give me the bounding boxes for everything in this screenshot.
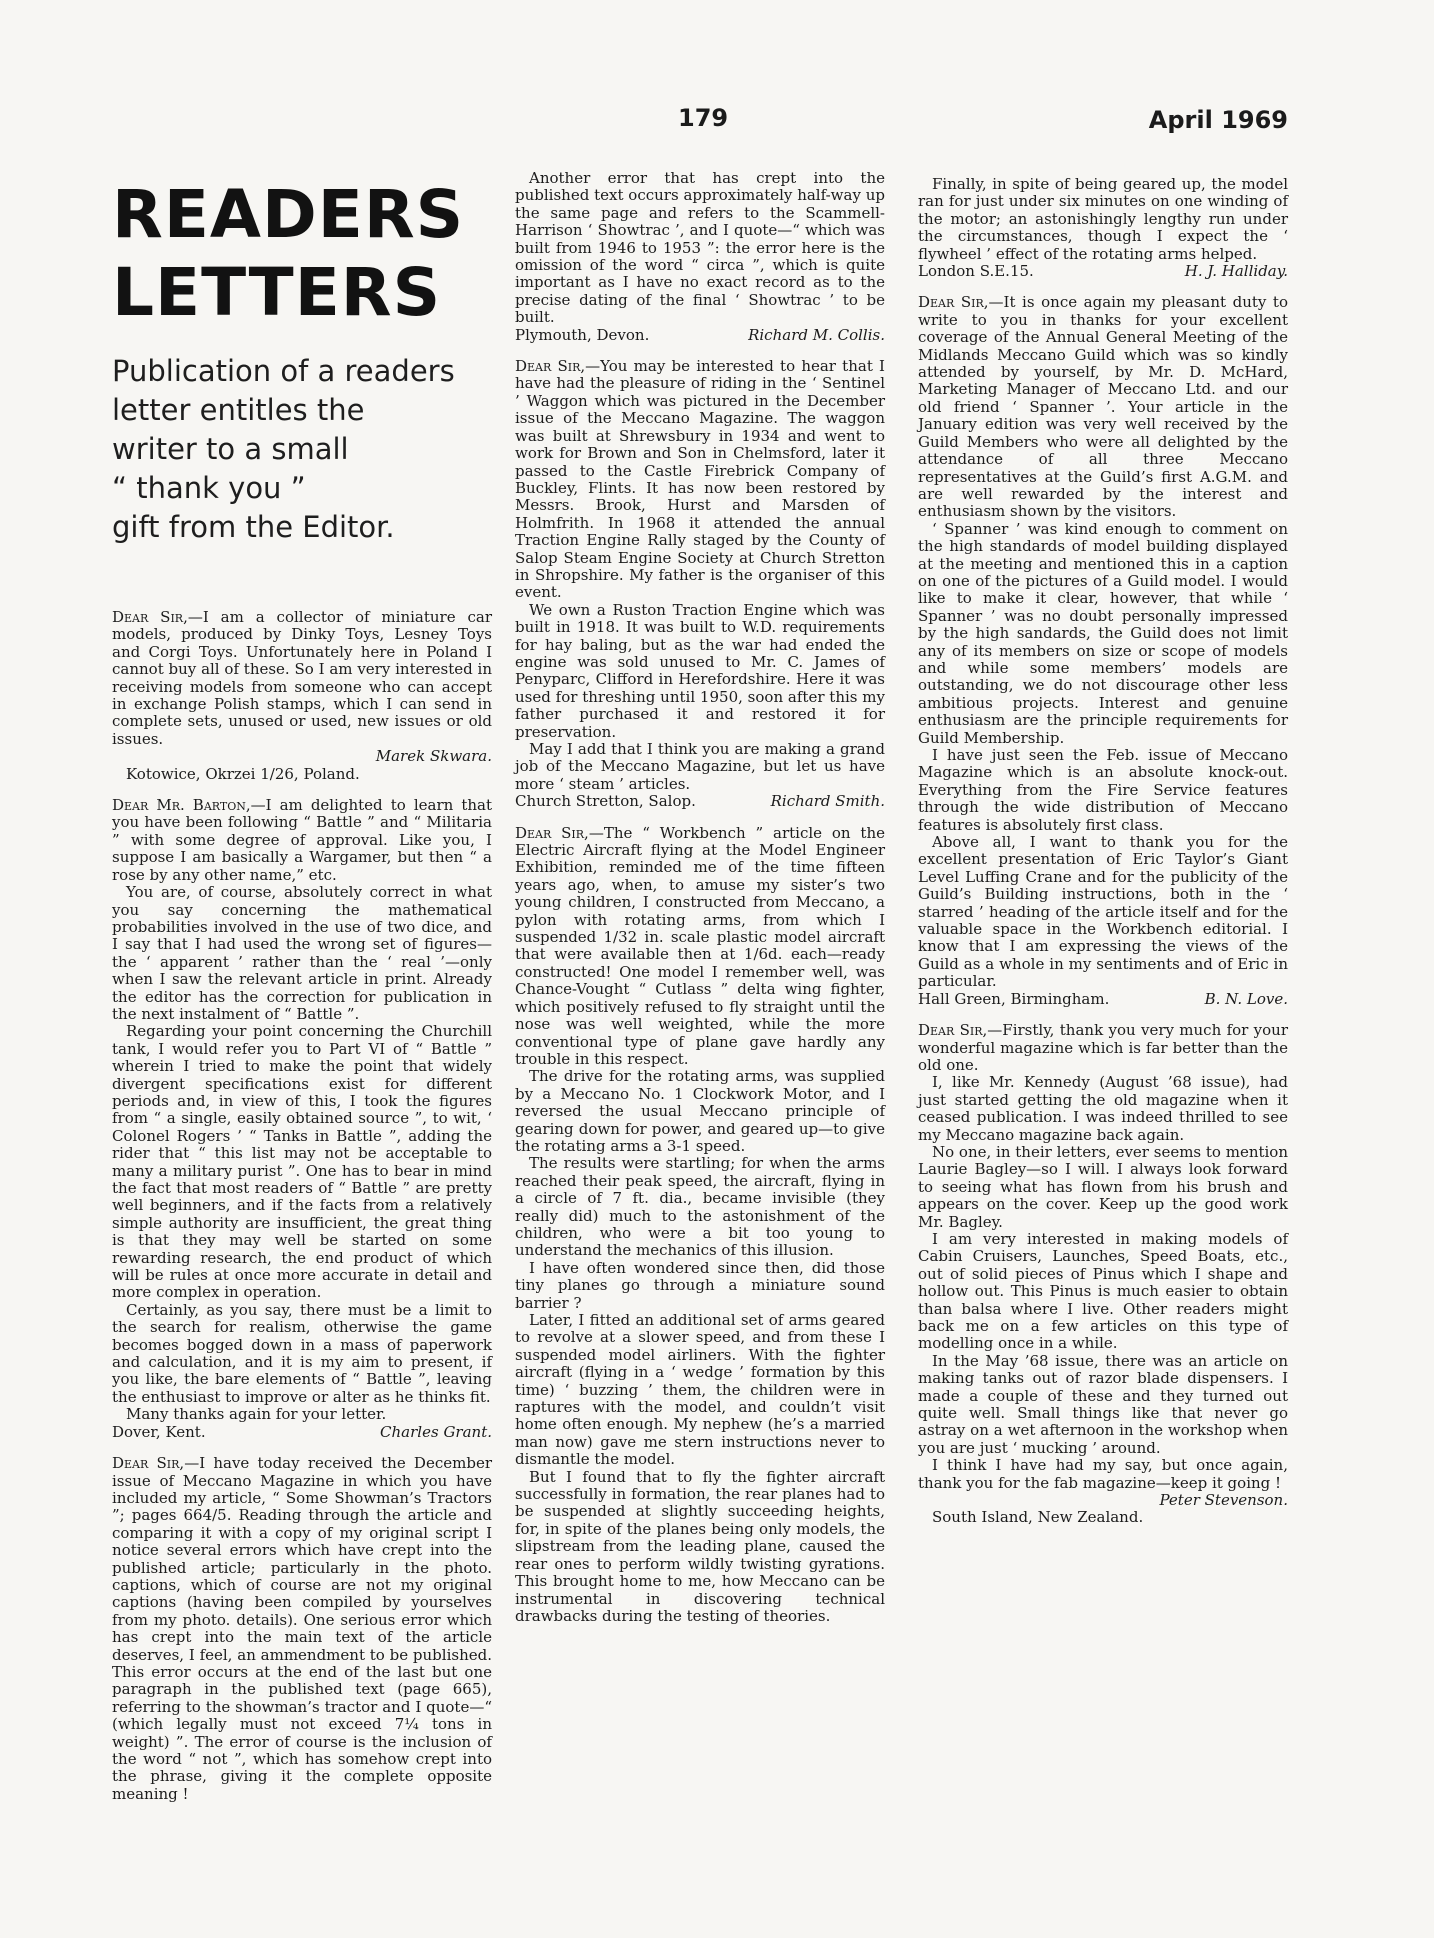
place: Hall Green, Birmingham. — [918, 989, 1110, 1008]
letter-body — [112, 609, 492, 748]
signature: Marek Skwara. — [375, 747, 492, 766]
paragraph: The drive for the rotating arms, was supplied by a Meccano No. 1 Clockwork Motor, and I reversed the usual Meccano principle of gearing down for power, and geared up—to give the rotating arms a 3-1 speed. — [515, 1067, 885, 1155]
salutation: Dear Sir, — [515, 357, 586, 376]
letter-stevenson — [918, 1022, 1288, 1527]
paragraph: Another error that has crept into the published text occurs approximately half-way up the same page and refers to the Scammell-Harrison ‘ Showtrac ’, and I quote—“ which was built from 1946 to 1953 ”: the error here is the omission of the word “ circa ”, which is quite important as I have no exact record as to the precise dating of the final ‘ Showtrac ’ to be built. — [515, 169, 885, 327]
salutation: Dear Mr. Barton, — [112, 796, 251, 815]
signature: Peter Stevenson. — [1159, 1491, 1288, 1510]
paragraph: I am very interested in making models of Cabin Cruisers, Launches, Speed Boats, etc., out of solid pieces of Pinus which I shape and hollow out. This Pinus is much easier to obtain than balsa where I live. Other readers might back me on a few articles on this type of modelling once in a while. — [918, 1229, 1288, 1353]
paragraph: Regarding your point concerning the Churchill tank, I would refer you to Part VI of “ Battle ” wherein I tried to make the point that widely divergent specifications exist for different periods and, in view of this, I took the figures from “ a single, easily obtained source ”, to wit, ‘ Colonel Rogers ’ “ Tanks in Battle ”, adding the rider that “ this list may not be acceptable to many a military purist ”. One has to bear in mind the fact that most readers of “ Battle ” are pretty well beginners, and if the facts from a relatively simple authority are insufficient, the great thing is that they may well be started on some rewarding research, the end product of which will be rules at once more accurate in detail and more complex in operation. — [112, 1022, 492, 1302]
letter-smith — [515, 358, 885, 811]
paragraph: —You may be interested to hear that I have had the pleasure of riding in the ‘ Sentinel ’ Waggon which was pictured in the December issue of the Meccano Magazine. The waggon was built at Shrewsbury in 1934 and went to work for Brown and Son in Chelmsford, later it passed to the Castle Firebrick Company of Buckley, Flints. It has now been restored by Messrs. Brook, Hurst and Marsden of Holmfrith. In 1968 it attended the annual Traction Engine Rally staged by the County of Salop Steam Engine Society at Church Stretton in Shropshire. My father is the organiser of this event. — [515, 357, 885, 602]
letter-body — [112, 797, 492, 884]
signature-line — [918, 263, 1288, 280]
signature-line — [515, 327, 885, 344]
paragraph: —I am a collector of miniature car models, produced by Dinky Toys, Lesney Toys and Corgi Toys. Unfortunately here in Poland I cannot buy all of these. So I am very interested in receiving models from someone who can accept in exchange Polish stamps, which I can send in complete sets, unused or used, new issues or old issues. — [112, 608, 492, 748]
address: Kotowice, Okrzei 1/26, Poland. — [126, 764, 360, 783]
paragraph: In the May ’68 issue, there was an article on making tanks out of razor blade dispensers. I made a couple of these and they turned out quite well. Small things like that never go astray on a wet afternoon in the workshop when you are just ‘ mucking ’ around. — [918, 1351, 1288, 1457]
paragraph: —I am delighted to learn that you have been following “ Battle ” and “ Militaria ” with some degree of approval. Like you, I suppose I am basically a Wargamer, but then “ a rose by any other name,” etc. — [112, 796, 492, 884]
paragraph: ‘ Spanner ’ was kind enough to comment on the high standards of model building displayed at the meeting and mentioned this in a caption on one of the pictures of a Guild model. I would like to make it clear, however, that while ‘ Spanner ’ was no doubt personally impressed by the high sandards, the Guild does not limit any of its members on size or scope of models and while some members’ models are outstanding, we do not discourage other less ambitious projects. Interest and genuine enthusiasm are the principle requirements for Guild Membership. — [918, 519, 1288, 747]
letter-halliday-start — [515, 825, 885, 1626]
letter-grant — [112, 797, 492, 1441]
paragraph: The results were startling; for when the arms reached their peak speed, the aircraft, flying in a circle of 7 ft. dia., became invisible (they really did) much to the astonishment of the children, who were a bit too young to understand the mechanics of this illusion. — [515, 1154, 885, 1260]
salutation: Dear Sir, — [112, 1454, 185, 1473]
letter-skwara — [112, 609, 492, 783]
column-1 — [112, 176, 492, 1817]
salutation: Dear Sir, — [112, 608, 188, 626]
place: London S.E.15. — [918, 262, 1034, 281]
letter-body — [112, 1455, 492, 1803]
salutation: Dear Sir, — [918, 293, 989, 312]
signature-line — [112, 1424, 492, 1441]
paragraph: —The “ Workbench ” article on the Electric Aircraft flying at the Model Engineer Exhibition, reminded me of the time fifteen years ago, when, to amuse my sister’s two young children, I constructed from Meccano, a pylon with rotating arms, from which I suspended 1/32 in. scale plastic model aircraft that were available then at 1/6d. each—ready constructed! One model I remember well, was Chance-Vought “ Cutlass ” delta wing fighter, which positively refused to fly straight until the nose was well weighted, while the more conventional type of plane gave hardly any trouble in this respect. — [515, 823, 885, 1068]
letter-halliday-continued — [918, 176, 1288, 280]
paragraph: We own a Ruston Traction Engine which was built in 1918. It was built to W.D. requirements for hay baling, but as the war had ended the engine was sold unused to Mr. C. James of Penyparc, Clifford in Herefordshire. Here it was used for threshing until 1950, soon after this my father purchased it and restored it for preservation. — [515, 600, 885, 741]
letter-body — [515, 358, 885, 602]
salutation: Dear Sir, — [515, 823, 589, 842]
letter-love — [918, 294, 1288, 1008]
paragraph: Later, I fitted an additional set of arms geared to revolve at a slower speed, and from these I suspended model airliners. With the fighter aircraft (flying in a ‘ wedge ’ formation by this time) ‘ buzzing ’ them, the children were in raptures with the model, and couldn’t visit home often enough. My nephew (he’s a married man now) gave me stern instructions never to dismantle the model. — [515, 1311, 885, 1469]
issue-date: April 1969 — [1148, 106, 1288, 134]
salutation: Dear Sir, — [918, 1021, 988, 1040]
subtitle-line-3: writer to a small — [112, 432, 349, 466]
signature: B. N. Love. — [1204, 989, 1288, 1008]
paragraph: I have often wondered since then, did those tiny planes go through a miniature sound barrier ? — [515, 1258, 885, 1312]
paragraph: You are, of course, absolutely correct in what you say concerning the mathematical probabilities involved in the use of two dice, and I say that I had used the wrong set of figures—the ‘ apparent ’ rather than the ‘ real ’—only when I saw the relevant article in print. Already the editor has the correction for publication in the next instalment of “ Battle ”. — [112, 883, 492, 1023]
paragraph: —Firstly, thank you very much for your wonderful magazine which is far better than the old one. — [918, 1021, 1288, 1074]
letter-collis-start — [112, 1455, 492, 1803]
title-line-2: LETTERS — [112, 254, 442, 331]
column-3 — [918, 176, 1288, 1541]
address: South Island, New Zealand. — [932, 1508, 1144, 1527]
place: Dover, Kent. — [112, 1422, 206, 1441]
paragraph: —I have today received the December issue of Meccano Magazine in which you have included my article, “ Some Showman’s Tractors ”; pages 664/5. Reading through the article and comparing it with a copy of my original script I notice several errors which have crept into the published article; particularly in the photo. captions, which of course are not my original captions (having been compiled by yourselves from my photo. details). One serious error which has crept into the main text of the article deserves, I feel, an ammendment to be published. This error occurs at the end of the last but one paragraph in the published text (page 665), referring to the showman’s tractor and I quote—“ (which legally must not exceed 7¼ tons in weight) ”. The error of course is the inclusion of the word “ not ”, which has somehow crept into the phrase, giving it the complete opposite meaning ! — [112, 1454, 492, 1803]
paragraph: I think I have had my say, but once again, thank you for the fab magazine—keep it going ! — [918, 1456, 1288, 1492]
paragraph: Finally, in spite of being geared up, the model ran for just under six minutes on one winding of the motor; an astonishingly lengthy run under the circumstances, though I expect the ‘ flywheel ’ effect of the rotating arms helped. — [918, 175, 1288, 263]
paragraph: But I found that to fly the fighter aircraft successfully in formation, the rear planes had to be suspended at slightly succeeding heights, for, in spite of the planes being only models, the slipstream from the leading plane, caused the rear ones to perform wildly twisting gyrations. This brought home to me, how Meccano can be instrumental in discovering technical drawbacks during the testing of theories. — [515, 1467, 885, 1625]
page-number: 179 — [678, 104, 729, 132]
signature-line — [515, 793, 885, 810]
paragraph: Certainly, as you say, there must be a limit to the search for realism, otherwise the game becomes bogged down in a mass of paperwork and calculation, and it is my aim to present, if you like, the bare elements of “ Battle ”, leaving the enthusiast to improve or alter as he thinks fit. — [112, 1300, 492, 1406]
letter-body — [515, 825, 885, 1069]
paragraph: No one, in their letters, ever seems to mention Laurie Bagley—so I will. I always look forward to seeing what has flown from his brush and appears on the cover. Keep up the good work Mr. Bagley. — [918, 1142, 1288, 1231]
signature-line — [918, 991, 1288, 1008]
paragraph: May I add that I think you are making a grand job of the Meccano Magazine, but let us have more ‘ steam ’ articles. — [515, 740, 885, 793]
page-title — [112, 176, 492, 332]
title-line-1: READERS — [112, 176, 465, 253]
signature: Charles Grant. — [380, 1422, 492, 1441]
subtitle-line-4: “ thank you ” — [112, 471, 306, 505]
paragraph: Many thanks again for your letter. — [126, 1405, 387, 1424]
subtitle-line-5: gift from the Editor. — [112, 510, 395, 544]
paragraph: Above all, I want to thank you for the excellent presentation of Eric Taylor’s Giant Level Luffing Crane and for the publicity of the Guild’s Building instructions, both in the ‘ starred ’ heading of the article itself and for the valuable space in the Workbench editorial. I know that I am expressing the views of the Guild as a whole in my sentiments and of Eric in particular. — [918, 833, 1288, 991]
letter-body — [918, 294, 1288, 520]
subtitle-line-1: Publication of a readers — [112, 354, 455, 388]
signature: Richard Smith. — [770, 792, 885, 811]
signature: Richard M. Collis. — [748, 325, 885, 344]
paragraph: I, like Mr. Kennedy (August ’68 issue), had just started getting the old magazine when it ceased publication. I was indeed thrilled to see my Meccano magazine back again. — [918, 1073, 1288, 1144]
subtitle — [112, 352, 492, 547]
subtitle-line-2: letter entitles the — [112, 393, 365, 427]
place: Plymouth, Devon. — [515, 325, 650, 344]
page-header — [0, 104, 1434, 144]
paragraph: —It is once again my pleasant duty to write to you in thanks for your excellent coverage of the Annual General Meeting of the Midlands Meccano Guild which was so kindly attended by yourself, by Mr. D. McHard, Marketing Manager of Meccano Ltd. and our old friend ‘ Spanner ’. Your article in the January edition was very well received by the Guild Members who were all delighted by the attendance of all three Meccano representatives at the Guild’s first A.G.M. and are well rewarded by the interest and enthusiasm shown by the visitors. — [918, 293, 1288, 521]
letter-body — [918, 1022, 1288, 1074]
place: Church Stretton, Salop. — [515, 792, 696, 811]
column-2 — [515, 170, 885, 1639]
letter-collis-continued — [515, 170, 885, 344]
signature: H. J. Halliday. — [1184, 262, 1288, 281]
paragraph: I have just seen the Feb. issue of Meccano Magazine which is an absolute knock-out. Everything from the Fire Service features through the wide distribution of Meccano features is absolutely first class. — [918, 746, 1288, 834]
